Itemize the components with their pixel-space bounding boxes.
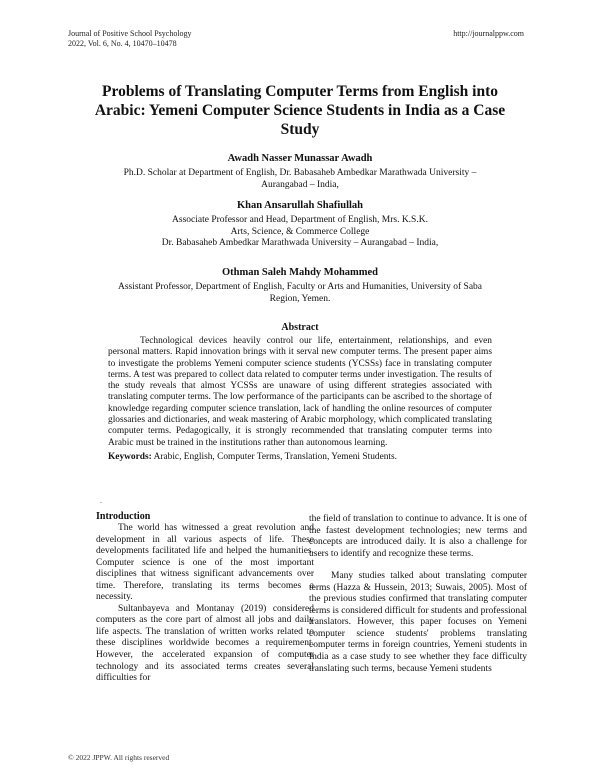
author-affiliation: Ph.D. Scholar at Department of English, Dr. Babasaheb Ambedkar Marathwada University – <box>123 168 477 178</box>
author-affiliation: Aurangabad – India, <box>261 179 339 190</box>
author-name: Awadh Nasser Munassar Awadh <box>227 153 373 164</box>
body-column-left <box>96 511 314 685</box>
keywords-label: Keywords: <box>108 451 152 462</box>
journal-url[interactable]: http://journalppw.com <box>453 29 524 38</box>
body-paragraph: Many studies talked about translating computer terms (Hazza & Hussein, 2013; Suwais, 2005). Most of the previous studies confirmed that translating computer terms is considered difficult for students and professional translators. However, this paper focuses on Yemeni computer science students' problems translating computer terms in foreign countries, Yemeni students in India as a case study to see whether they face difficulty translating such terms, because Yemeni students <box>309 571 528 674</box>
journal-volume: 2022, Vol. 6, No. 4, 10470–10478 <box>68 39 177 48</box>
author-block-2 <box>100 199 500 250</box>
body-paragraph: The world has witnessed a great revolution and development in all various aspects of life. These developments facilitated life and helped the humanities. Computer science is one of the most important disciplines that witness significant advancements over time. Therefore, translating its terms becomes a necessity. <box>96 523 314 603</box>
author-affiliation: Associate Professor and Head, Department of English, Mrs. K.S.K. <box>172 215 428 225</box>
paper-title: Problems of Translating Computer Terms from English into Arabic: Yemeni Computer Science Students in India as a Case Study <box>94 83 506 138</box>
body-paragraph: the field of translation to continue to advance. It is one of the fastest development technologies; new terms and concepts are introduced daily. It is also a challenge for users to identify and recognize these terms. <box>309 514 527 559</box>
author-name: Khan Ansarullah Shafiullah <box>236 200 364 211</box>
body-column-right <box>309 514 527 675</box>
author-affiliation: Dr. Babasaheb Ambedkar Marathwada University – Aurangabad – India, <box>161 238 439 248</box>
author-name: Othman Saleh Mahdy Mohammed <box>221 267 379 278</box>
body-paragraph: Sultanbayeva and Montanay (2019) considered computers as the core part of almost all jobs and daily life aspects. The translation of written works related to these disciplines worldwide becomes a requirement. However, the accelerated expansion of computer technology and its associated terms creates several difficulties for <box>96 603 314 684</box>
keywords-line <box>108 452 492 463</box>
journal-name: Journal of Positive School Psychology <box>68 29 192 38</box>
separator-dot: . <box>100 496 102 505</box>
running-header-left <box>68 29 192 49</box>
author-block-1 <box>100 152 500 191</box>
author-affiliation: Assistant Professor, Department of English, Faculty or Arts and Humanities, University of Saba <box>118 282 482 292</box>
abstract-section <box>108 322 492 463</box>
author-affiliation: Arts, Science, & Commerce College <box>230 226 370 237</box>
author-block-3 <box>100 266 500 305</box>
copyright-footer: © 2022 JPPW. All rights reserved <box>68 753 170 762</box>
section-heading-introduction: Introduction <box>96 511 151 522</box>
abstract-text: Technological devices heavily control our life, entertainment, relationships, and even personal matters. Rapid innovation brings with it serval new computer terms. The present paper aims to investigate the problems Yemeni computer science students (YCSSs) face in translating computer terms. A test was prepared to collect data related to computer terms under investigation. The results of the study reveals that almost YCSSs are unaware of using different strategies associated with translating computer terms. The low performance of the participants can be ascribed to the shortage of knowledge regarding computer science translation, lack of handling the online resources of computer glossaries and dictionaries, and weak mastering of Arabic morphology, which complicated translating computer terms. Pedagogically, it is strongly recommended that translating computer terms into Arabic must be trained in the institutions rather than autonomous learning. <box>108 336 492 448</box>
abstract-heading: Abstract <box>281 322 319 333</box>
keywords-list: Arabic, English, Computer Terms, Translation, Yemeni Students. <box>153 451 398 462</box>
author-affiliation: Region, Yemen. <box>269 293 331 304</box>
